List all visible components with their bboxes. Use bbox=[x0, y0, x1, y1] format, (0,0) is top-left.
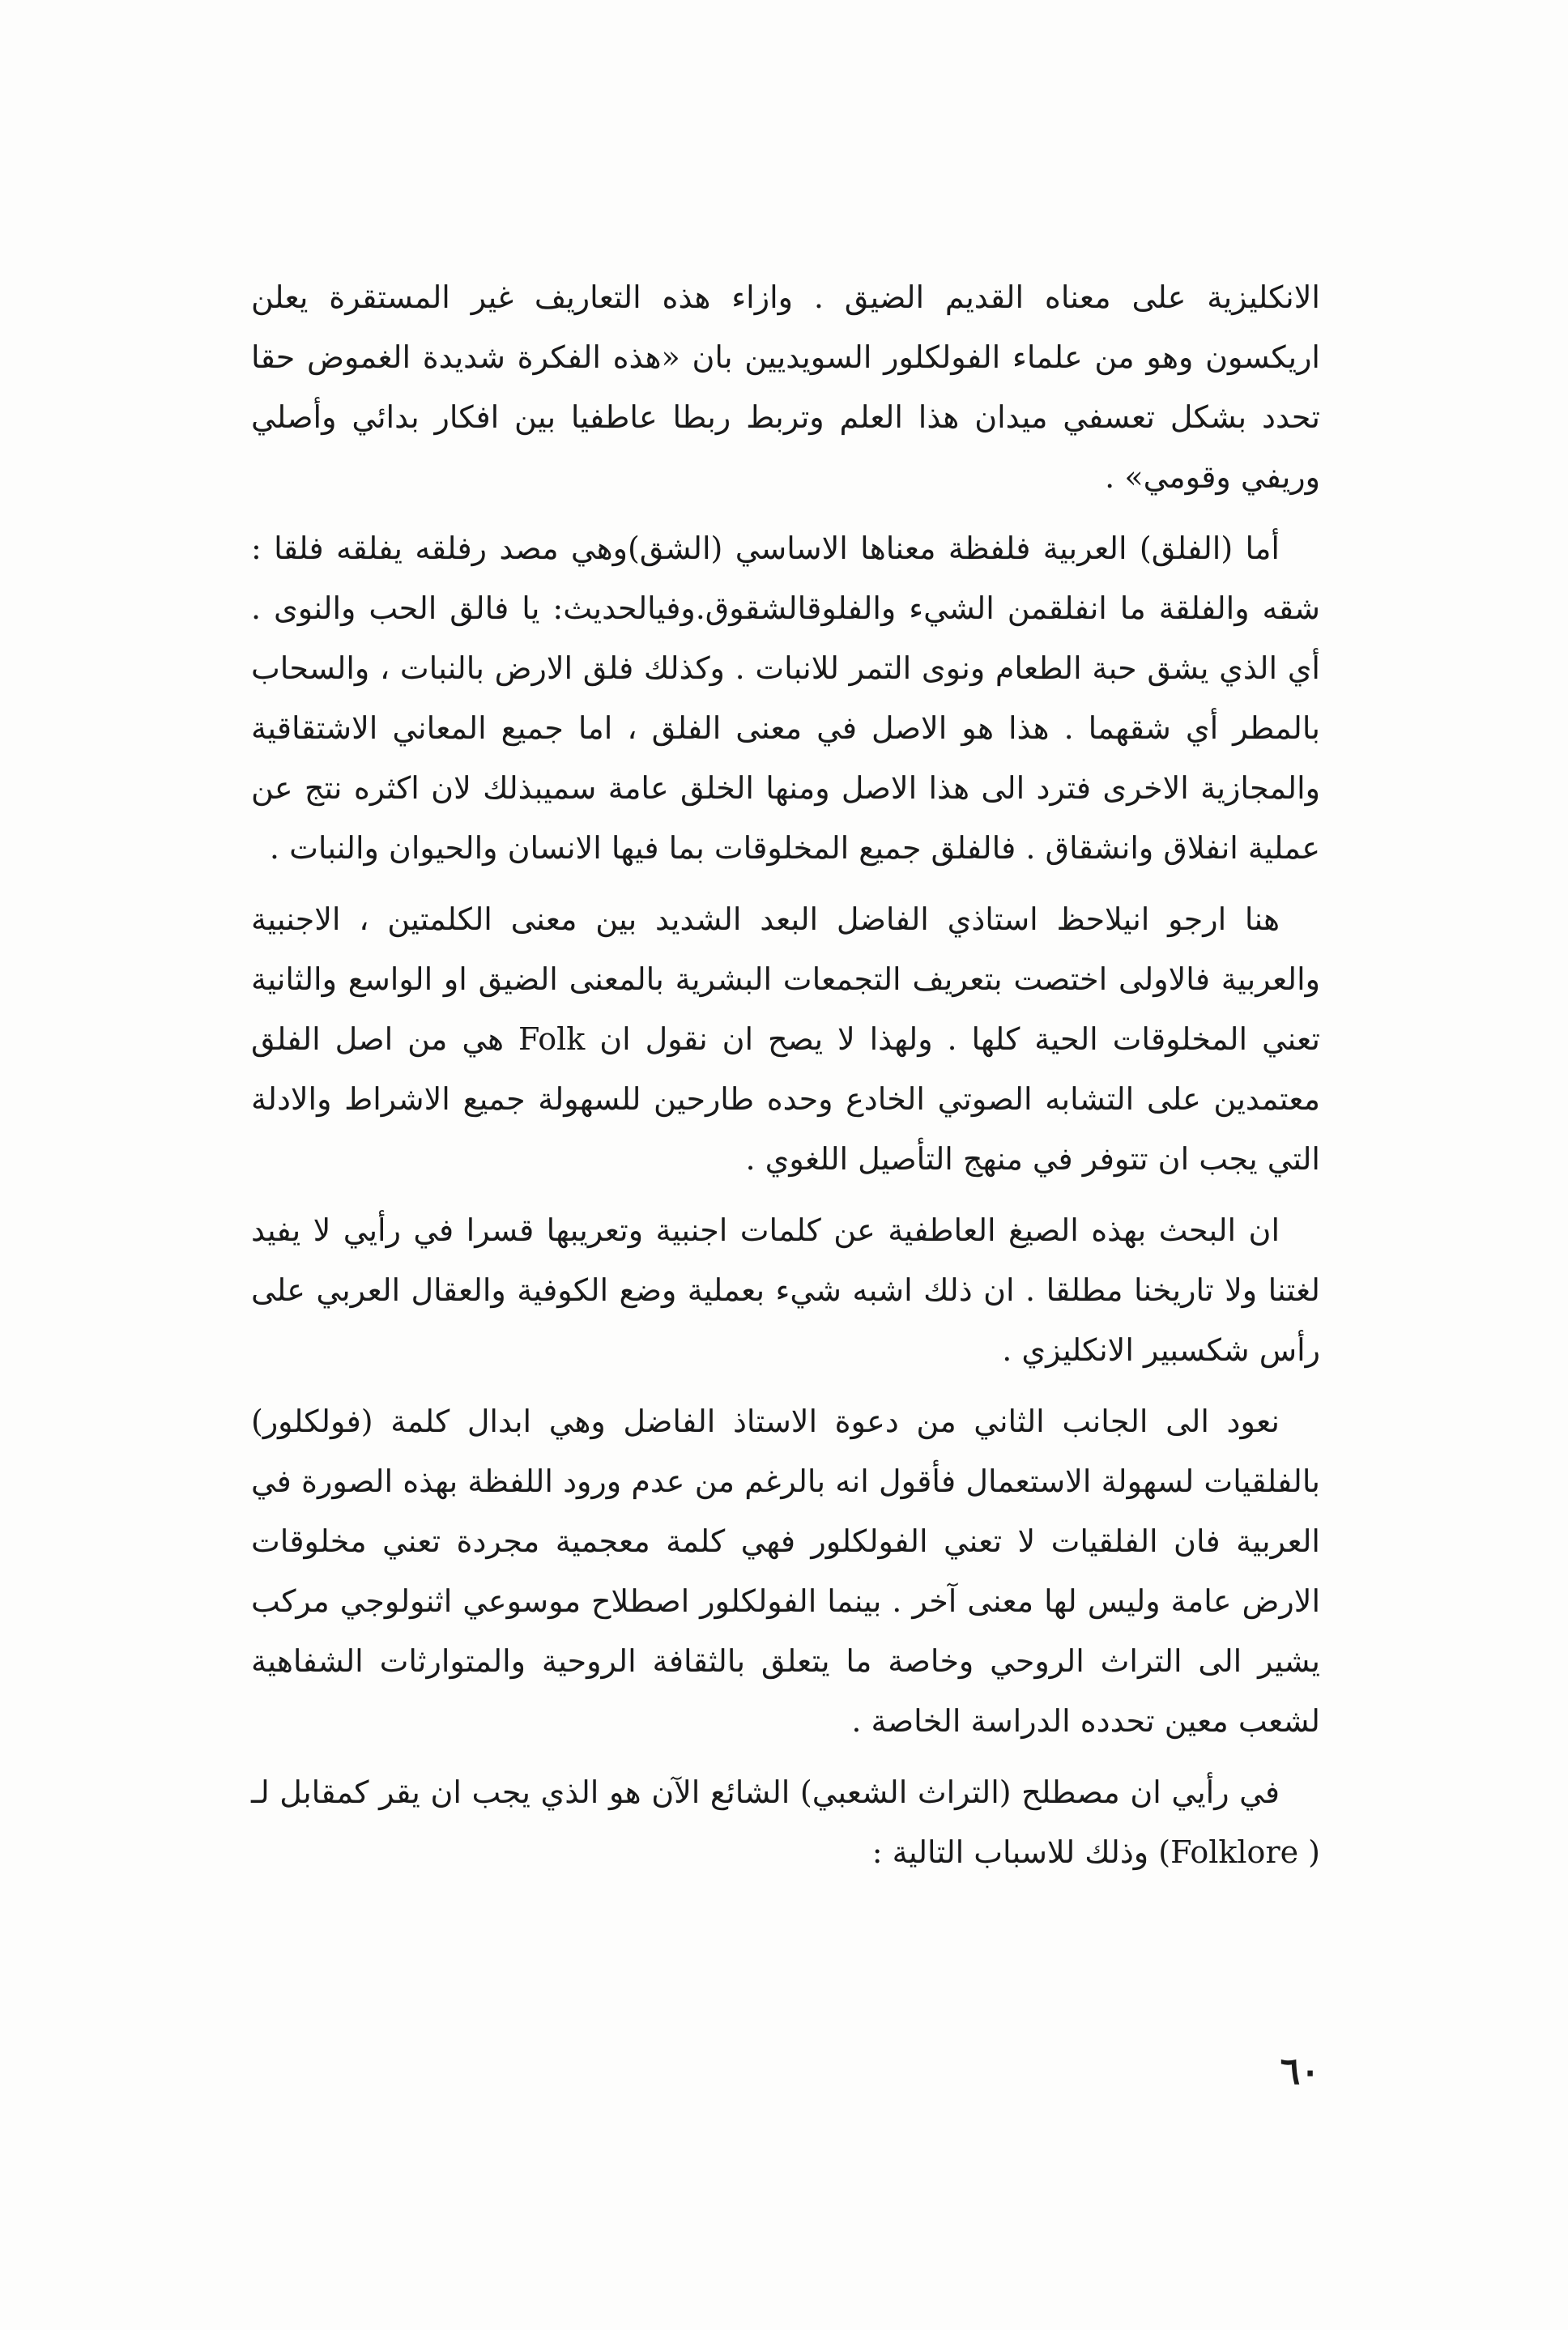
paragraph-4: ان البحث بهذه الصيغ العاطفية عن كلمات اجنبية وتعريبها قسرا في رأيي لا يفيد لغتنا ولا تاريخنا مطلقا . ان ذلك اشبه شيء بعملية وضع الكوفية والعقال العربي على رأس شكسبير الانكليزي . bbox=[251, 1212, 1320, 1368]
paragraph-3: هنا ارجو انيلاحظ استاذي الفاضل البعد الشديد بين معنى الكلمتين ، الاجنبية والعربية فالاولى اختصت بتعريف التجمعات البشرية بالمعنى الضيق او الواسع والثانية تعني المخلوقات الحية كلها . ولهذا لا يصح ان نقول ان Folk هي من اصل الفلق معتمدين على التشابه الصوتي الخادع وحده طارحين للسهولة جميع الاشراط والادلة التي يجب ان تتوفر في منهج التأصيل اللغوي . bbox=[251, 901, 1320, 1177]
paragraph-1: الانكليزية على معناه القديم الضيق . وازاء هذه التعاريف غير المستقرة يعلن اريكسون وهو من علماء الفولكلور السويديين بان «هذه الفكرة شديدة الغموض حقا تحدد بشكل تعسفي ميدان هذا العلم وتربط ربطا عاطفيا بين افكار بدائي وأصلي وريفي وقومي» . bbox=[251, 279, 1320, 495]
paragraph-2: أما (الفلق) العربية فلفظة معناها الاساسي (الشق)وهي مصد رفلقه يفلقه فلقا : شقه والفلقة ما انفلقمن الشيء والفلوقالشقوق.وفيالحديث: يا فالق الحب والنوى . أي الذي يشق حبة الطعام ونوى التمر للانبات . وكذلك فلق الارض بالنبات ، والسحاب بالمطر أي شقهما . هذا هو الاصل في معنى الفلق ، اما جميع المعاني الاشتقاقية والمجازية الاخرى فترد الى هذا الاصل ومنها الخلق عامة سميبذلك لان اكثره نتج عن عملية انفلاق وانشقاق . فالفلق جميع المخلوقات بما فيها الانسان والحيوان والنبات . bbox=[251, 530, 1320, 866]
body-text bbox=[251, 267, 1320, 1893]
paragraph-6: في رأيي ان مصطلح (التراث الشعبي) الشائع الآن هو الذي يجب ان يقر كمقابل لـ ( Folklore) وذلك للاسباب التالية : bbox=[251, 1774, 1320, 1870]
paragraph-5: نعود الى الجانب الثاني من دعوة الاستاذ الفاضل وهي ابدال كلمة (فولكلور) بالفلقيات لسهولة الاستعمال فأقول انه بالرغم من عدم ورود اللفظة بهذه الصورة في العربية فان الفلقيات لا تعني الفولكلور فهي كلمة معجمية مجردة تعني مخلوقات الارض عامة وليس لها معنى آخر . بينما الفولكلور اصطلاح موسوعي اثنولوجي مركب يشير الى التراث الروحي وخاصة ما يتعلق بالثقافة الروحية والمتوارثات الشفاهية لشعب معين تحدده الدراسة الخاصة . bbox=[251, 1404, 1320, 1739]
page-number: ٦٠ bbox=[1280, 2049, 1320, 2093]
